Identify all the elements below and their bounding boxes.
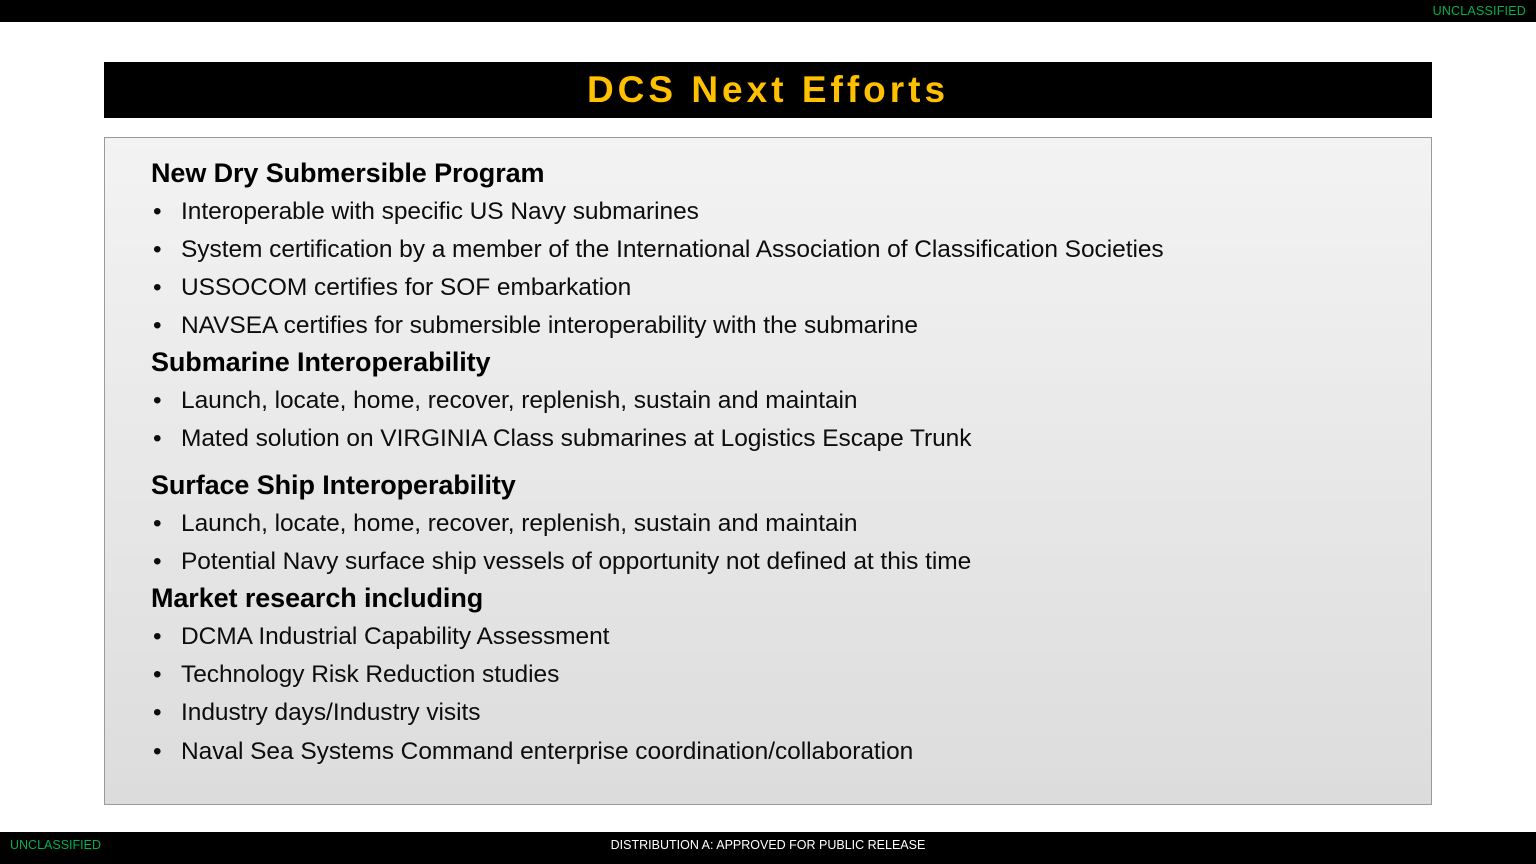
list-item bbox=[151, 307, 1409, 345]
slide-canvas bbox=[0, 22, 1536, 832]
bottom-classification-bar bbox=[0, 832, 1536, 864]
section-heading-submarine-interoperability: Submarine Interoperability bbox=[151, 347, 491, 378]
list-item bbox=[151, 420, 1409, 458]
bullet-list-new-dry-submersible-program bbox=[151, 193, 1409, 346]
bullet-icon: • bbox=[153, 622, 162, 650]
list-item bbox=[151, 618, 1409, 656]
bullet-icon: • bbox=[153, 548, 162, 576]
bullet-list-submarine-interoperability bbox=[151, 382, 1409, 458]
bullet-icon: • bbox=[153, 386, 162, 414]
list-item-text: Mated solution on VIRGINIA Class submarines at Logistics Escape Trunk bbox=[181, 425, 972, 453]
bullet-icon: • bbox=[153, 273, 162, 301]
distribution-statement: DISTRIBUTION A: APPROVED FOR PUBLIC RELEASE bbox=[610, 838, 926, 852]
list-item-text: Naval Sea Systems Command enterprise coordination/collaboration bbox=[181, 737, 914, 765]
list-item bbox=[151, 505, 1409, 543]
list-item-text: Potential Navy surface ship vessels of opportunity not defined at this time bbox=[181, 548, 972, 576]
bullet-icon: • bbox=[153, 312, 162, 340]
list-item-text: Launch, locate, home, recover, replenish, sustain and maintain bbox=[181, 509, 858, 537]
list-item-text: System certification by a member of the International Association of Classification Societies bbox=[181, 235, 1164, 263]
bullet-icon: • bbox=[153, 699, 162, 727]
slide-title-banner bbox=[104, 62, 1432, 118]
list-item-text: Interoperable with specific US Navy submarines bbox=[181, 197, 699, 225]
list-item bbox=[151, 231, 1409, 269]
list-item bbox=[151, 656, 1409, 694]
bullet-list-surface-ship-interoperability bbox=[151, 505, 1409, 581]
list-item-text: NAVSEA certifies for submersible interoperability with the submarine bbox=[181, 312, 918, 340]
list-item-text: Technology Risk Reduction studies bbox=[181, 661, 560, 689]
list-item-text: Launch, locate, home, recover, replenish, sustain and maintain bbox=[181, 386, 858, 414]
list-item-text: Industry days/Industry visits bbox=[181, 699, 481, 727]
classification-label-top: UNCLASSIFIED bbox=[1432, 4, 1526, 18]
bullet-list-market-research bbox=[151, 618, 1409, 771]
bullet-icon: • bbox=[153, 737, 162, 765]
section-heading-surface-ship-interoperability: Surface Ship Interoperability bbox=[151, 470, 516, 501]
section-heading-new-dry-submersible-program: New Dry Submersible Program bbox=[151, 158, 545, 188]
list-item bbox=[151, 543, 1409, 581]
bullet-icon: • bbox=[153, 661, 162, 689]
classification-label-bottom: UNCLASSIFIED bbox=[10, 838, 101, 852]
bullet-icon: • bbox=[153, 509, 162, 537]
top-classification-bar bbox=[0, 0, 1536, 22]
list-item-text: DCMA Industrial Capability Assessment bbox=[181, 622, 610, 650]
list-item bbox=[151, 694, 1409, 732]
list-item bbox=[151, 382, 1409, 420]
bullet-icon: • bbox=[153, 425, 162, 453]
list-item bbox=[151, 733, 1409, 771]
list-item bbox=[151, 269, 1409, 307]
list-item-text: USSOCOM certifies for SOF embarkation bbox=[181, 273, 632, 301]
list-item bbox=[151, 193, 1409, 231]
page-title: DCS Next Efforts bbox=[586, 69, 950, 110]
bullet-icon: • bbox=[153, 235, 162, 263]
slide-content-box bbox=[104, 137, 1432, 805]
bullet-icon: • bbox=[153, 197, 162, 225]
section-heading-market-research-including: Market research including bbox=[151, 583, 484, 614]
